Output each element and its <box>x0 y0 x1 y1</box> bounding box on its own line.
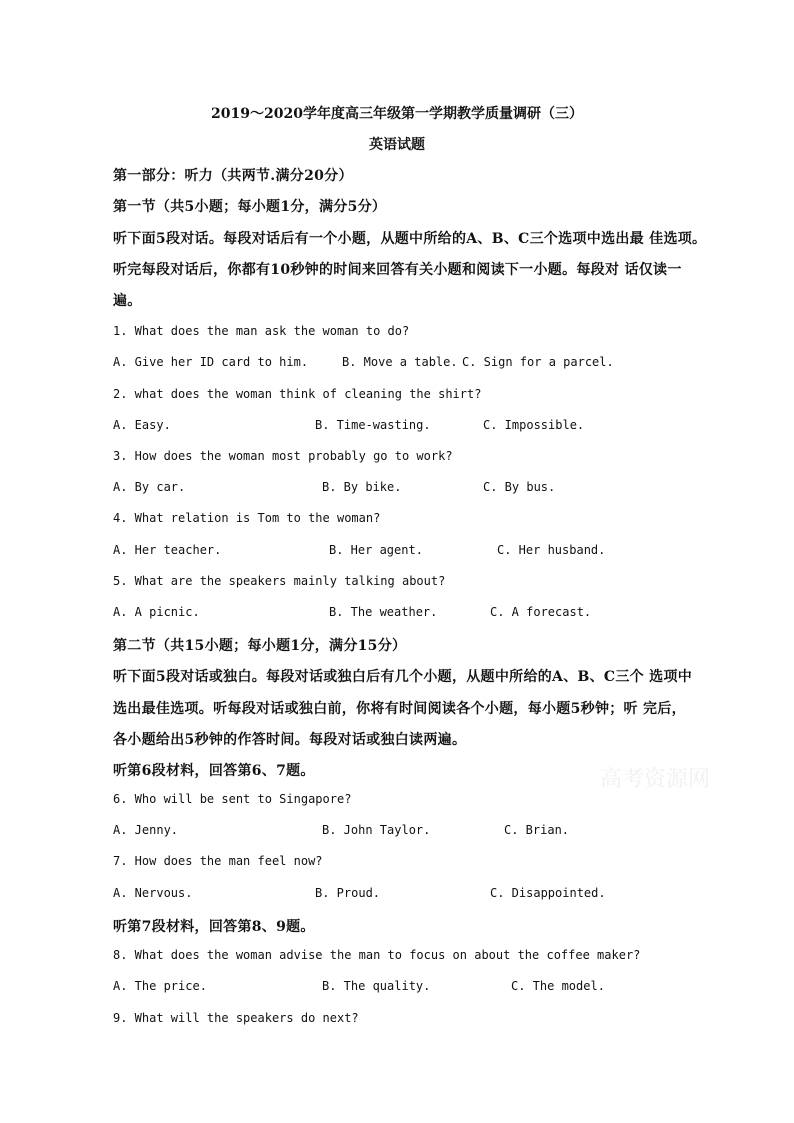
option-b: B. The quality. <box>322 979 431 993</box>
section-heading-1: 第一节（共5小题；每小题1分，满分5分） <box>113 199 387 215</box>
question-text: 6. Who will be sent to Singapore? <box>113 792 352 806</box>
material-heading: 听第6段材料，回答第6、7题。 <box>113 763 315 779</box>
question-text: 1. What does the man ask the woman to do? <box>113 324 410 338</box>
page-subtitle: 英语试题 <box>369 137 425 153</box>
option-a: A. By car. <box>113 480 186 494</box>
option-a: A. A picnic. <box>113 605 200 619</box>
option-a: A. Nervous. <box>113 886 193 900</box>
question-text: 8. What does the woman advise the man to focus on about the coffee maker? <box>113 948 641 962</box>
option-a: A. Easy. <box>113 418 171 432</box>
instruction-line: 遍。 <box>113 293 142 309</box>
option-a: A. The price. <box>113 979 207 993</box>
question-text: 4. What relation is Tom to the woman? <box>113 511 381 525</box>
option-c: C. Impossible. <box>483 418 585 432</box>
instruction-line: 听完每段对话后，你都有10秒钟的时间来回答有关小题和阅读下一小题。每段对 话仅读一 <box>113 262 682 278</box>
instruction-line: 各小题给出5秒钟的作答时间。每段对话或独白读两遍。 <box>113 732 467 748</box>
question-text: 9. What will the speakers do next? <box>113 1011 359 1025</box>
section-heading-2: 第二节（共15小题；每小题1分，满分15分） <box>113 638 407 654</box>
question-text: 2. what does the woman think of cleaning the shirt? <box>113 387 482 401</box>
question-text: 7. How does the man feel now? <box>113 854 323 868</box>
option-b: B. Her agent. <box>329 543 423 557</box>
option-b: B. John Taylor. <box>322 823 431 837</box>
option-b: B. Time-wasting. <box>315 418 431 432</box>
part-heading: 第一部分：听力（共两节.满分20分） <box>113 168 353 184</box>
instruction-line: 听下面5段对话或独白。每段对话或独白后有几个小题，从题中所给的A、B、C三个 选项中 <box>113 669 693 685</box>
option-b: B. By bike. <box>322 480 402 494</box>
material-heading: 听第7段材料，回答第8、9题。 <box>113 919 315 935</box>
option-c: C. Disappointed. <box>490 886 606 900</box>
option-c: C. Sign for a parcel. <box>462 355 614 369</box>
question-text: 5. What are the speakers mainly talking about? <box>113 574 446 588</box>
option-a: A. Her teacher. <box>113 543 222 557</box>
page-title: 2019～2020学年度高三年级第一学期教学质量调研（三） <box>211 106 583 122</box>
option-a: A. Jenny. <box>113 823 179 837</box>
option-c: C. The model. <box>511 979 605 993</box>
option-c: C. A forecast. <box>490 605 592 619</box>
option-b: B. Proud. <box>315 886 381 900</box>
option-a: A. Give her ID card to him. <box>113 355 309 369</box>
option-c: C. Brian. <box>504 823 570 837</box>
option-b: B. Move a table. <box>342 355 458 369</box>
instruction-line: 听下面5段对话。每段对话后有一个小题，从题中所给的A、B、C三个选项中选出最 佳选项。 <box>113 231 707 247</box>
option-c: C. Her husband. <box>497 543 606 557</box>
option-b: B. The weather. <box>329 605 438 619</box>
question-text: 3. How does the woman most probably go to work? <box>113 449 453 463</box>
option-c: C. By bus. <box>483 480 556 494</box>
instruction-line: 选出最佳选项。听每段对话或独白前，你将有时间阅读各个小题，每小题5秒钟；听 完后， <box>113 701 686 717</box>
watermark: 高考资源网 <box>600 767 711 792</box>
